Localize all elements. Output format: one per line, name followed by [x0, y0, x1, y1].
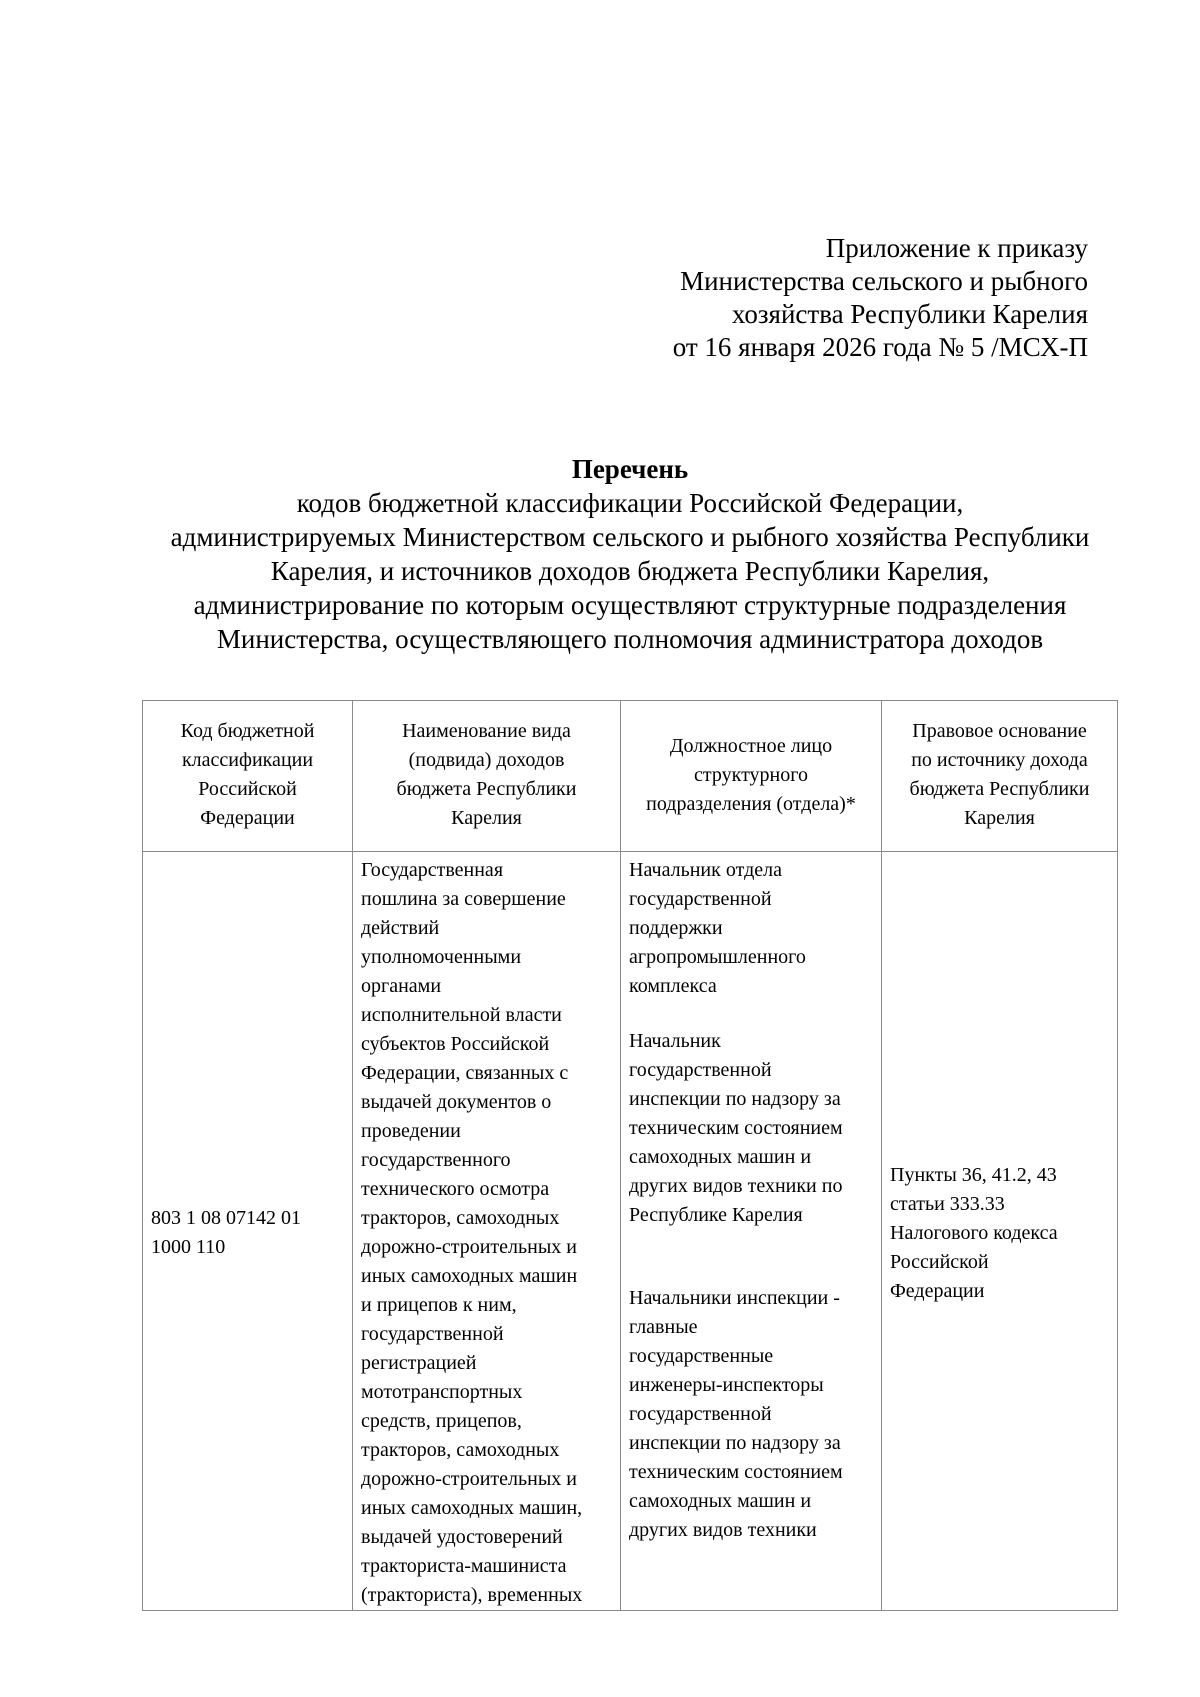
- document-title: [100, 452, 1160, 656]
- cell-code: 803 1 08 07142 01 1000 110: [143, 852, 353, 1611]
- cell-legal-basis: Пункты 36, 41.2, 43 статьи 333.33 Налогового кодекса Российской Федерации: [882, 852, 1118, 1611]
- official-entry: Начальник отдела государственной поддержки агропромышленного комплекса: [629, 859, 806, 997]
- table-row: [143, 852, 1118, 1611]
- header-code: Код бюджетной классификации Российской Федерации: [143, 701, 353, 852]
- title-heading: Перечень: [571, 454, 689, 484]
- cell-income-name: Государственная пошлина за совершение действий уполномоченными органами исполнительной власти субъектов Российской Федерации, связанных с выдачей документов о проведении государственного технического осмотра тракторов, самоходных дорожно-строительных и иных самоходных машин и прицепов к ним, государственной регистрацией мототранспортных средств, прицепов, тракторов, самоходных дорожно-строительных и иных самоходных машин, выдачей удостоверений тракториста-машиниста (тракториста), временных: [353, 852, 621, 1611]
- cell-officials: [621, 852, 882, 1611]
- spacer: [629, 1001, 873, 1027]
- appendix-header: [673, 232, 1088, 364]
- official-entry: Начальники инспекции - главные государственные инженеры-инспекторы государственной инспекции по надзору за техническим состоянием самоходных машин и других видов техники: [629, 1287, 843, 1541]
- title-line: Карелия, и источников доходов бюджета Республики Карелия,: [270, 556, 990, 586]
- appendix-line: от 16 января 2026 года № 5 /МСХ-П: [672, 332, 1088, 362]
- spacer: [629, 1230, 873, 1284]
- budget-codes-table: [142, 700, 1118, 1611]
- official-entry: Начальник государственной инспекции по надзору за техническим состоянием самоходных машин и других видов техники по Республике Карелия: [629, 1030, 843, 1226]
- appendix-line: хозяйства Республики Карелия: [731, 299, 1088, 329]
- header-income-name: Наименование вида (подвида) доходов бюджета Республики Карелия: [353, 701, 621, 852]
- appendix-line: Приложение к приказу: [825, 233, 1088, 263]
- title-line: администрирование по которым осуществляют структурные подразделения: [193, 590, 1067, 620]
- header-legal-basis: Правовое основание по источнику дохода бюджета Республики Карелия: [882, 701, 1118, 852]
- title-line: Министерства, осуществляющего полномочия администратора доходов: [216, 624, 1044, 654]
- table-header-row: [143, 701, 1118, 852]
- title-line: кодов бюджетной классификации Российской Федерации,: [296, 488, 964, 518]
- header-official: Должностное лицо структурного подразделения (отдела)*: [621, 701, 882, 852]
- appendix-line: Министерства сельского и рыбного: [680, 266, 1088, 296]
- title-line: администрируемых Министерством сельского и рыбного хозяйства Республики: [170, 522, 1090, 552]
